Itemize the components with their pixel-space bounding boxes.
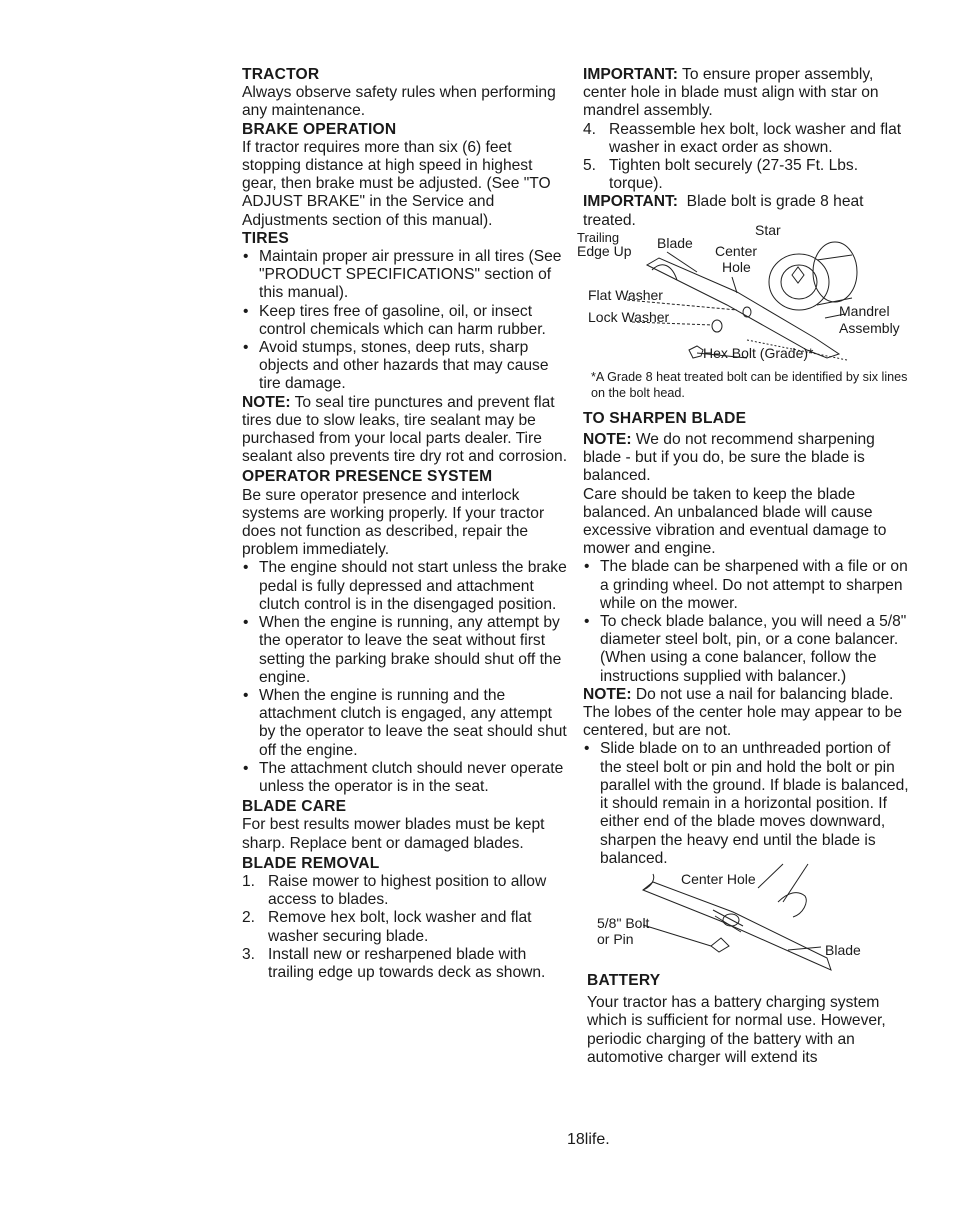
battery-heading: BATTERY (587, 971, 661, 989)
label-blade: Blade (657, 234, 693, 251)
note-label: NOTE: (583, 431, 632, 449)
list-item: • Maintain proper air pressure in all tires (See "PRODUCT SPECIFICATIONS" section of this manual). (242, 248, 568, 303)
page-footer (567, 1131, 610, 1149)
brake-heading: BRAKE OPERATION (242, 120, 397, 138)
label-hex-bolt: Hex Bolt (Grade)* (703, 344, 814, 361)
label-mandrel: Mandrel (839, 302, 890, 319)
tires-note (242, 394, 568, 467)
list-item: • Keep tires free of gasoline, oil, or insect control chemicals which can harm rubber. (242, 303, 568, 339)
page-tail: life. (584, 1131, 610, 1148)
important-assembly: IMPORTANT: To ensure proper assembly, center hole in blade must align with star on mandrel assembly. (583, 66, 879, 120)
list-item: • To check blade balance, you will need a 5/8" diameter steel bolt, pin, or a cone balancer. (When using a cone balancer, follow the instructions supplied with balancer.) (583, 613, 913, 686)
list-item: • The engine should not start unless the brake pedal is fully depressed and attachment clutch control is in the disengaged position. (242, 559, 568, 614)
brake-text: If tractor requires more than six (6) feet stopping distance at high speed in highest gear, then brake must be adjusted. (See "TO ADJUST BRAKE" in the Service and Adjustments section of this manual). (242, 138, 551, 229)
label-star: Star (755, 221, 781, 238)
list-item: • Slide blade on to an unthreaded portion of the steel bolt or pin and hold the bolt or pin parallel with the ground. If blade is balanced, it should remain in a horizontal position. If either end of the blade moves downward, sharpen the heavy end until the blade is balanced. (583, 740, 913, 867)
list-item: 4. Reassemble hex bolt, lock washer and flat washer in exact order as shown. (583, 120, 902, 156)
ops-list (242, 559, 568, 796)
tractor-text: Always observe safety rules when performing any maintenance. (242, 84, 556, 120)
label-center: Center (715, 242, 758, 259)
bolt-footnote: *A Grade 8 heat treated bolt can be identified by six lines on the bolt head. (591, 369, 908, 401)
balance-figure (583, 862, 913, 974)
list-item: 2. Remove hex bolt, lock washer and flat washer securing blade. (242, 909, 532, 945)
list-item: • The blade can be sharpened with a file or on a grinding wheel. Do not attempt to sharpen while on the mower. (583, 558, 913, 613)
important-label: IMPORTANT: (583, 66, 678, 83)
ops-text: Be sure operator presence and interlock systems are working properly. If your tractor does not function as described, repair the problem immediately. (242, 486, 545, 559)
blade-assembly-figure (577, 221, 907, 367)
tires-note-text: To seal tire punctures and prevent flat tires due to slow leaks, tire sealant may be purchased from your local parts dealer. Tire sealant also prevents tire dry rot and corrosion. (242, 393, 568, 466)
label-center-hole: Center Hole (681, 870, 756, 887)
blade-removal-heading: BLADE REMOVAL (242, 854, 380, 872)
battery-text: Your tractor has a battery charging system which is sufficient for normal use. However, periodic charging of the battery with an automotive charger will extend its (587, 994, 886, 1066)
important-bolt: IMPORTANT: Blade bolt is grade 8 heat treated. (583, 193, 868, 229)
sharpen-heading: TO SHARPEN BLADE (583, 409, 747, 427)
label-assembly: Assembly (839, 319, 900, 336)
left-column (242, 66, 568, 982)
nail-note: NOTE: Do not use a nail for balancing blade. The lobes of the center hole may appear to be centered, but are not. (583, 685, 903, 740)
blade-care-heading: BLADE CARE (242, 798, 347, 816)
slide-list (583, 740, 913, 867)
tires-list (242, 248, 568, 394)
label-flat-washer: Flat Washer (588, 286, 663, 303)
tires-heading: TIRES (242, 229, 289, 247)
label-lock-washer: Lock Washer (588, 308, 670, 325)
note-label: NOTE: (242, 393, 291, 411)
list-item: • Avoid stumps, stones, deep ruts, sharp objects and other hazards that may cause tire damage. (242, 339, 568, 394)
blade-care-text: For best results mower blades must be kept sharp. Replace bent or damaged blades. (242, 816, 545, 852)
list-item: • When the engine is running and the attachment clutch is engaged, any attempt by the operator to leave the seat should shut off the engine. (242, 687, 568, 760)
list-item: 1. Raise mower to highest position to allow access to blades. (242, 872, 547, 909)
label-edge-up: Edge Up (577, 242, 632, 259)
battery-section (587, 972, 913, 1067)
list-item: • When the engine is running, any attempt by the operator to leave the seat without first setting the parking brake should shut off the engine. (242, 614, 568, 687)
label-or-pin: or Pin (597, 930, 634, 947)
important-label: IMPORTANT: (583, 193, 678, 211)
note-label: NOTE: (583, 685, 632, 703)
sharpen-list (583, 558, 913, 685)
list-item: • The attachment clutch should never operate unless the operator is in the seat. (242, 760, 568, 796)
label-bolt: 5/8" Bolt (597, 914, 650, 931)
page-number: 18 (567, 1131, 585, 1148)
ops-heading: OPERATOR PRESENCE SYSTEM (242, 468, 493, 486)
sharpen-note: NOTE: We do not recommend sharpening blade - but if you do, be sure the blade is balanced. (583, 431, 875, 485)
reassembly-steps (583, 121, 913, 194)
list-item: 3. Install new or resharpened blade with trailing edge up towards deck as shown. (242, 945, 546, 981)
list-item: 5. Tighten bolt securely (27-35 Ft. Lbs. torque). (583, 157, 859, 193)
tractor-heading: TRACTOR (242, 66, 320, 83)
label-trailing: Trailing (577, 229, 620, 245)
sharpen-text: Care should be taken to keep the blade balanced. An unbalanced blade will cause excessive vibration and eventual damage to mower and engine. (583, 485, 887, 558)
right-column (577, 66, 913, 1067)
label-blade-2: Blade (825, 941, 861, 958)
blade-removal-steps (242, 873, 568, 982)
label-hole: Hole (722, 258, 751, 275)
